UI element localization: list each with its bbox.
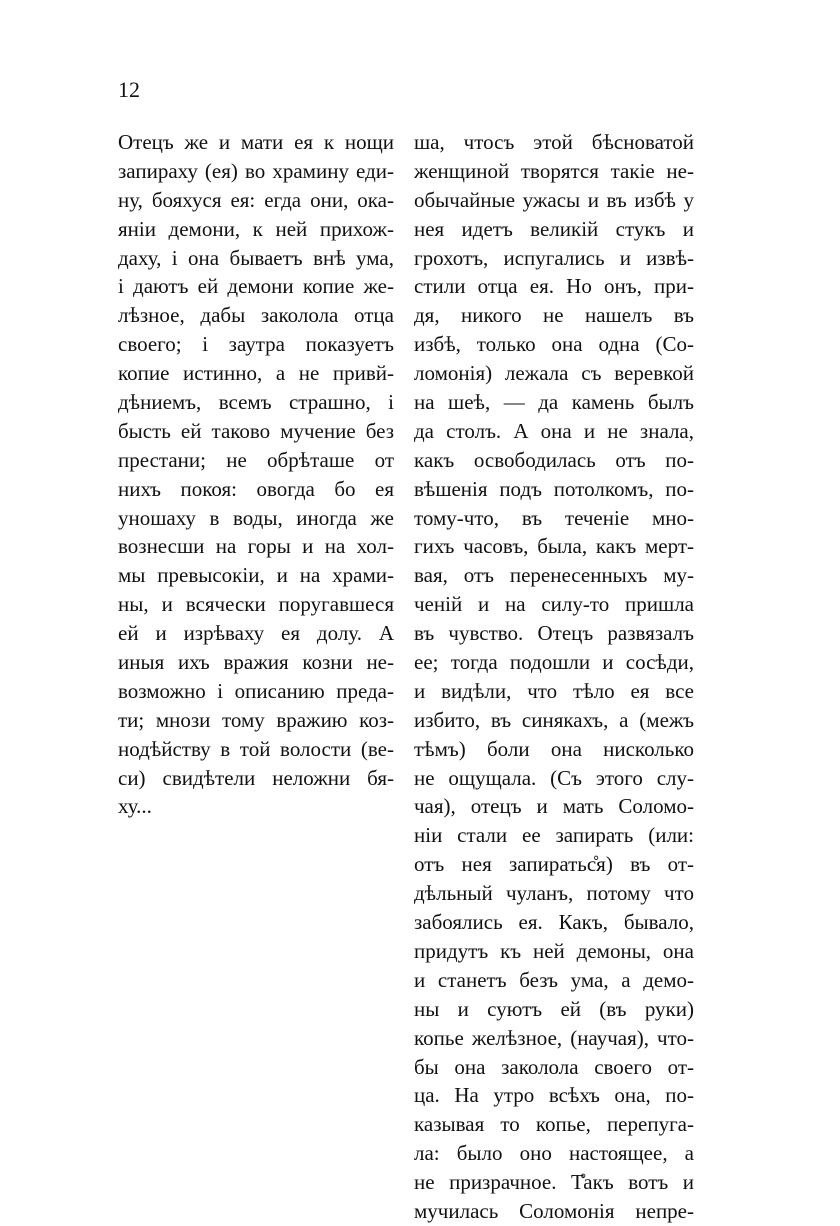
text-line: дѣльный чуланъ, потому что [414,881,694,906]
text-line: возможно i описанию преда- [118,678,394,703]
text-line: ти; мнози тому вражию коз- [118,707,394,732]
text-line: вая, отъ перенесенныхъ му- [414,563,694,588]
text-line: стили отца ея. Но онъ, при- [414,274,694,299]
text-line: не призрачное. Т̊акъ вотъ и [414,1170,694,1195]
text-line: ломонiя) лежала съ веревкой [414,361,694,386]
text-line: Отецъ же и мати ея к нощи [118,130,394,154]
text-line: даху, i она бываетъ внѣ ума, [118,245,394,270]
text-line: нихъ покоя: овогда бо ея [118,476,394,501]
text-line: нiи стали ее запирать (или: [414,823,694,848]
left-text-column [118,128,394,821]
text-line: избѣ, только она одна (Со- [414,332,694,357]
text-line: иныя ихъ вражия козни не- [118,650,394,675]
text-line: лѣзное, дабы заколола отца [118,303,394,328]
text-line: дѣниемъ, всемъ страшно, i [118,390,394,415]
text-line: тому-что, въ теченiе мно- [414,505,694,530]
text-line: казывая то копье, перепуга- [414,1112,694,1137]
text-line: дя, никого не нашелъ въ [414,303,694,328]
text-line: чая), отецъ и мать Соломо- [414,794,694,819]
text-line: женщиной творятся такiе не- [414,158,694,183]
text-line: запираху (ея) во храмину еди- [118,158,394,183]
text-line: да столъ. А она и не знала, [414,418,694,443]
text-line: бысть ей таково мучение без [118,418,394,443]
text-line: избито, въ синякахъ, а (межъ [414,707,694,732]
text-line: тѣмъ) боли она нисколько [414,736,694,761]
text-line: ша, чтосъ этой бѣсноватой [414,130,694,154]
text-line: грохотъ, испугались и извѣ- [414,245,694,270]
text-line: копье желѣзное, (научая), что- [414,1025,694,1050]
text-line: и станетъ безъ ума, а демо- [414,967,694,992]
text-line: си) свидѣтели неложни бя- [118,765,394,790]
text-line: мучилась Соломонiя непре- [414,1198,694,1223]
page-number: 12 [118,77,140,102]
text-line: своего; i заутра показуетъ [118,332,394,357]
text-line: придутъ къ ней демоны, она [414,938,694,963]
text-line: уношаху в воды, иногда же [118,505,394,530]
text-line: ла: было оно настоящее, а [414,1141,694,1166]
text-line: въ чувство. Отецъ развязалъ [414,621,694,646]
text-line: ху... [118,794,152,819]
text-line: ее; тогда подошли и сосѣди, [414,650,694,675]
text-line: какъ освободилась отъ по- [414,447,694,472]
text-line: янiи демони, к ней прихож- [118,216,394,241]
text-line: i даютъ ей демони копие же- [118,274,394,299]
text-line: ей и изрѣваху ея долу. А [118,621,394,646]
text-line: бы она заколола своего от- [414,1054,694,1079]
text-line: ны, и всячески поругавшеся [118,592,394,617]
text-line: ны и суютъ ей (въ руки) [414,996,694,1021]
text-line: обычайные ужасы и въ избѣ у [414,187,694,212]
text-line: отъ нея запиратьс̊я) въ от- [414,852,694,877]
text-line: вѣшенiя подъ потолкомъ, по- [414,476,694,501]
right-text-column [414,128,694,1226]
text-line: мы превысокiи, и на храми- [118,563,394,588]
text-line: и видѣли, что тѣло ея все [414,678,694,703]
text-line: ца. На утро всѣхъ она, по- [414,1083,694,1108]
text-line: гихъ часовъ, была, какъ мерт- [414,534,694,559]
text-line: вознесши на горы и на хол- [118,534,394,559]
text-line: ченiй и на силу-то пришла [414,592,694,617]
text-line: не ощущала. (Съ этого слу- [414,765,694,790]
text-line: престани; не обрѣташе от [118,447,394,472]
text-line: на шеѣ, — да камень былъ [414,390,694,415]
text-line: нея идетъ великiй стукъ и [414,216,694,241]
text-line: ну, бояхуся ея: егда они, ока- [118,187,394,212]
text-line: забоялись ея. Какъ, бывало, [414,910,694,935]
text-line: копие истинно, а не привй- [118,361,394,386]
text-line: нодѣйству в той волости (ве- [118,736,394,761]
